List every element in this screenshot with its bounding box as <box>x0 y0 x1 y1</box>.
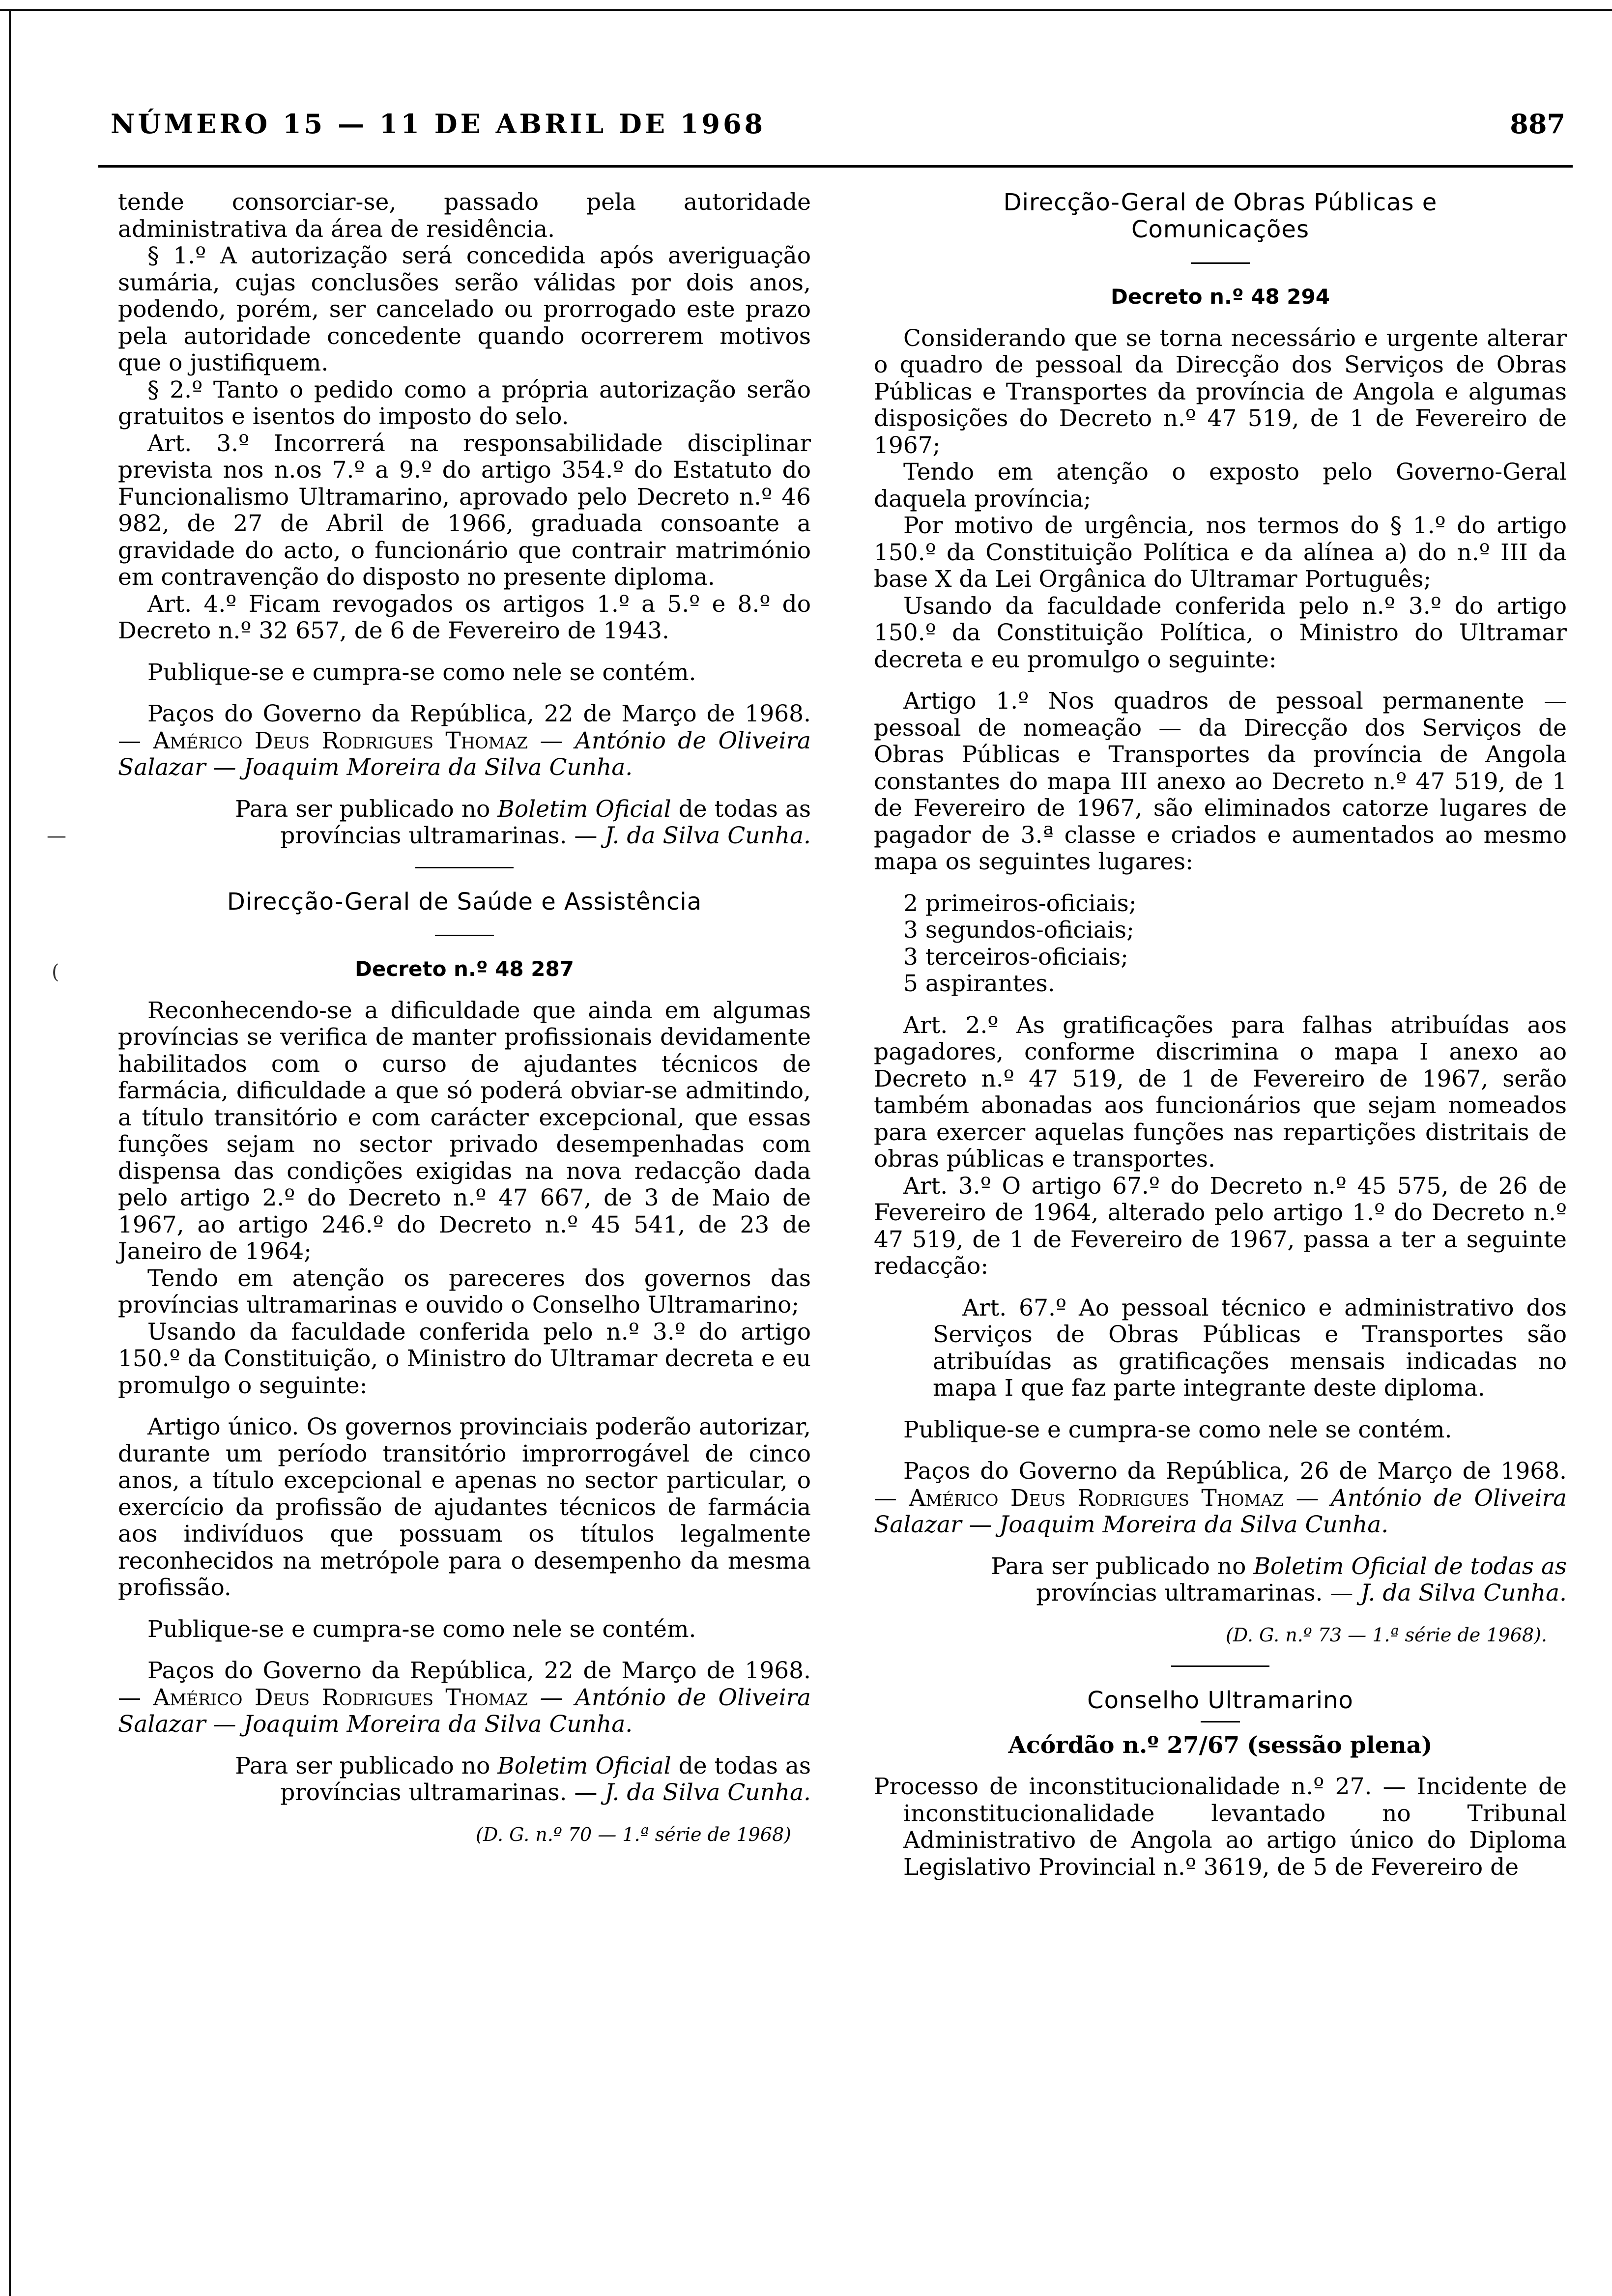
publication-text: de todas as províncias ultramarinas. — <box>280 795 811 849</box>
signature-name: Américo Deus Rodrigues Thomaz <box>909 1484 1284 1512</box>
acordao-number: Acórdão n.º 27/67 <box>1008 1731 1240 1759</box>
publication-note <box>118 796 811 850</box>
publication-signer: J. da Silva Cunha. <box>604 1779 811 1806</box>
page-header <box>111 108 1565 143</box>
decree-title: Decreto n.º 48 294 <box>1111 285 1330 309</box>
short-rule <box>1191 262 1250 264</box>
acordao-heading <box>874 1732 1567 1759</box>
signature-block <box>874 1458 1567 1539</box>
right-column <box>874 189 1567 1881</box>
signature-text: — António de Oliveira Salazar — Joaquim Moreira da Silva Cunha. <box>118 1684 811 1738</box>
signature-name: Américo Deus Rodrigues Thomaz <box>153 1684 528 1711</box>
scan-edge-left <box>9 9 11 2296</box>
publication-text: províncias ultramarinas. — <box>1036 1579 1353 1607</box>
paragraph: Usando da faculdade conferida pelo n.º 3.º do artigo 150.º da Constituição, o Ministro do Ultramar decreta e eu promulgo o seguinte: <box>118 1318 811 1399</box>
publication-text: de todas as províncias ultramarinas. — <box>280 1752 811 1806</box>
paragraph: tende consorciar-se, passado pela autoridade administrativa da área de residência. <box>118 189 811 243</box>
publication-text: Para ser publicado no <box>991 1552 1246 1580</box>
paragraph: Considerando que se torna necessário e urgente alterar o quadro de pessoal da Direcção dos Serviços de Obras Públicas e Transportes da província de Angola e algumas disposições do Decreto n.º 47 519, de 1 de Fevereiro de 1967; <box>874 324 1567 459</box>
header-rule <box>98 165 1573 168</box>
signature-text: — António de Oliveira Salazar — Joaquim Moreira da Silva Cunha. <box>874 1484 1567 1538</box>
publication-title: Boletim Oficial <box>497 1752 671 1779</box>
quoted-article: Art. 67.º Ao pessoal técnico e administrativo dos Serviços de Obras Públicas e Transportes são atribuídas as gratificações mensais indicadas no mapa I que faz parte integrante deste diploma. <box>933 1294 1567 1402</box>
paragraph: Art. 3.º Incorrerá na responsabilidade disciplinar prevista nos n.os 7.º a 9.º do artigo 354.º do Estatuto do Funcionalismo Ultramarino, aprovado pelo Decreto n.º 46 982, de 27 de Abril de 1966, graduada consoante a gravidade do acto, o funcionário que contrair matrimónio em contravenção do disposto no presente diploma. <box>118 430 811 591</box>
section-ornament <box>415 867 514 871</box>
left-column <box>118 189 811 1848</box>
paragraph: Tendo em atenção os pareceres dos governos das províncias ultramarinas e ouvido o Conselho Ultramarino; <box>118 1264 811 1319</box>
margin-mark: — <box>47 825 66 847</box>
paragraph: Por motivo de urgência, nos termos do § 1.º do artigo 150.º da Constituição Política e da alínea a) do n.º III da base X da Lei Orgânica do Ultramar Português; <box>874 512 1567 593</box>
section-title: Direcção-Geral de Saúde e Assistência <box>227 888 702 916</box>
publication-title: Boletim Oficial <box>497 795 671 823</box>
signature-text: Paços do Governo da República, 22 de Março de 1968. — <box>118 1657 811 1711</box>
publication-text: Para ser publicado no <box>235 1752 490 1779</box>
signature-text: — António de Oliveira Salazar — Joaquim Moreira da Silva Cunha. <box>118 727 811 781</box>
paragraph: Usando da faculdade conferida pelo n.º 3.º do artigo 150.º da Constituição Política, o Ministro do Ultramar decreta e eu promulgo o seguinte: <box>874 592 1567 673</box>
running-head: NÚMERO 15 — 11 DE ABRIL DE 1968 <box>111 108 766 140</box>
publication-text: Para ser publicado no <box>235 795 490 823</box>
signature-name: Américo Deus Rodrigues Thomaz <box>153 727 528 754</box>
scan-edge-top <box>0 9 1612 11</box>
section-ornament <box>1171 1665 1269 1670</box>
diario-reference: (D. G. n.º 73 — 1.ª série de 1968). <box>1225 1624 1547 1646</box>
paragraph: Art. 4.º Ficam revogados os artigos 1.º a 5.º e 8.º do Decreto n.º 32 657, de 6 de Fevereiro de 1943. <box>118 590 811 644</box>
publication-signer: J. da Silva Cunha. <box>1360 1579 1567 1607</box>
publication-note <box>118 1753 811 1807</box>
publication-title: Boletim Oficial de todas as <box>1253 1552 1567 1580</box>
list-item: 3 segundos-oficiais; <box>903 917 1134 944</box>
article: Artigo único. Os governos provinciais poderão autorizar, durante um período transitório improrrogável de cinco anos, a título excepcional e apenas no sector particular, o exercício da profissão de ajudantes técnicos de farmácia aos indivíduos que possuam os títulos legalmente reconhecidos na metrópole para o desempenho da mesma profissão. <box>118 1413 811 1601</box>
processo-summary: Processo de inconstitucionalidade n.º 27. — Incidente de inconstitucionalidade levantado no Tribunal Administrativo de Angola ao artigo único do Diploma Legislativo Provincial n.º 3619, de 5 de Fevereiro de <box>874 1773 1567 1881</box>
signature-text: Paços do Governo da República, 26 de Março de 1968. — <box>874 1458 1567 1512</box>
list-item: 5 aspirantes. <box>903 970 1055 997</box>
paragraph: Tendo em atenção o exposto pelo Governo-Geral daquela província; <box>874 459 1567 513</box>
list-item: 2 primeiros-oficiais; <box>903 890 1137 917</box>
section-title: Direcção-Geral de Obras Públicas e Comunicações <box>1003 189 1438 243</box>
short-rule <box>435 935 494 936</box>
list-item: 3 terceiros-oficiais; <box>903 943 1128 971</box>
decree-title: Decreto n.º 48 287 <box>355 957 574 981</box>
publique-line: Publique-se e cumpra-se como nele se contém. <box>903 1416 1452 1443</box>
signature-text: Paços do Governo da República, 22 de Março de 1968. — <box>118 700 811 754</box>
article: Art. 3.º O artigo 67.º do Decreto n.º 45 575, de 26 de Fevereiro de 1964, alterado pelo artigo 1.º do Decreto n.º 47 519, de 1 de Fevereiro de 1967, passa a ter a seguinte redacção: <box>874 1172 1567 1280</box>
short-rule <box>1201 1721 1240 1722</box>
publication-note <box>874 1553 1567 1607</box>
article: Art. 2.º As gratificações para falhas atribuídas aos pagadores, conforme discrimina o mapa I anexo ao Decreto n.º 47 519, de 1 de Fevereiro de 1967, serão também abonadas aos funcionários que sejam nomeados para exercer aquelas funções nas repartições distritais de obras públicas e transportes. <box>874 1011 1567 1173</box>
diario-reference: (D. G. n.º 70 — 1.ª série de 1968) <box>476 1823 791 1845</box>
article: Artigo 1.º Nos quadros de pessoal permanente — pessoal de nomeação — da Direcção dos Serviços de Obras Públicas e Transportes da província de Angola constantes do mapa III anexo ao Decreto n.º 47 519, de 1 de Fevereiro de 1967, são eliminados catorze lugares de pagador de 3.ª classe e criados e aumentados ao mesmo mapa os seguintes lugares: <box>874 688 1567 875</box>
signature-block <box>118 701 811 781</box>
publication-signer: J. da Silva Cunha. <box>604 822 811 849</box>
publique-line: Publique-se e cumpra-se como nele se contém. <box>147 659 696 686</box>
section-title: Conselho Ultramarino <box>1087 1687 1353 1714</box>
signature-block <box>118 1658 811 1738</box>
page-number: 887 <box>1510 108 1565 140</box>
margin-mark: ( <box>52 961 59 983</box>
paragraph: Reconhecendo-se a dificuldade que ainda em algumas províncias se verifica de manter profissionais devidamente habilitados com o curso de ajudantes técnicos de farmácia, dificuldade a que só poderá obviar-se admitindo, a título transitório e com carácter excepcional, que essas funções sejam no sector privado desempenhadas com dispensa das condições exigidas na nova redacção dada pelo artigo 2.º do Decreto n.º 47 667, de 3 de Maio de 1967, ao artigo 246.º do Decreto n.º 45 541, de 23 de Janeiro de 1964; <box>118 997 811 1265</box>
paragraph: § 1.º A autorização será concedida após averiguação sumária, cujas conclusões serão válidas por dois anos, podendo, porém, ser cancelado ou prorrogado este prazo pela autoridade concedente quando ocorrerem motivos que o justifiquem. <box>118 242 811 376</box>
paragraph: § 2.º Tanto o pedido como a própria autorização serão gratuitos e isentos do imposto do selo. <box>118 376 811 430</box>
publique-line: Publique-se e cumpra-se como nele se contém. <box>147 1615 696 1643</box>
acordao-session: (sessão plena) <box>1247 1731 1433 1759</box>
